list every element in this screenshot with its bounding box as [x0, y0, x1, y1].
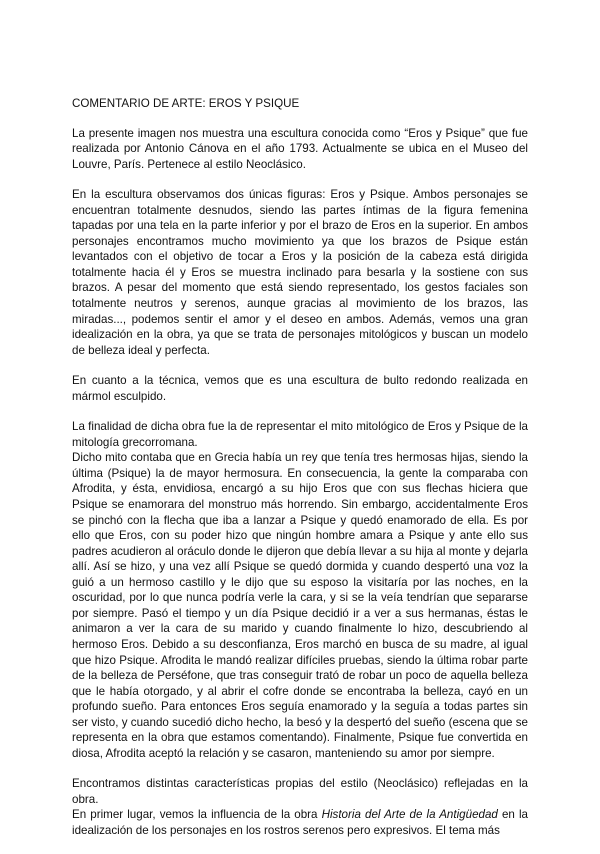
paragraph-purpose: La finalidad de dicha obra fue la de representar el mito mitológico de Eros y Psique de la mitología grecorromana. [72, 420, 528, 449]
paragraph-style-influence [72, 807, 528, 838]
paragraph-style-intro: Encontramos distintas características propias del estilo (Neoclásico) reflejadas en la obra. [72, 777, 528, 806]
paragraph-introduction: La presente imagen nos muestra una escultura conocida como “Eros y Psique” que fue realizada por Antonio Cánova en el año 1793. Actualmente se ubica en el Museo del Louvre, París. Pertenece al estilo Neoclásico. [72, 126, 528, 171]
influence-text-start: En primer lugar, vemos la influencia de la obra [72, 808, 322, 822]
document-body [72, 96, 528, 854]
paragraph-technique: En cuanto a la técnica, vemos que es una escultura de bulto redondo realizada en mármol esculpido. [72, 374, 528, 403]
paragraph-description: En la escultura observamos dos únicas figuras: Eros y Psique. Ambos personajes se encuentran totalmente desnudos, siendo las partes íntimas de la figura femenina tapadas por una tela en la parte inferior y por el brazo de Eros en la superior. En ambos personajes encontramos mucho movimiento ya que los brazos de Psique están levantados con el objetivo de tocar a Eros y la posición de la cabeza está dirigida totalmente hacia él y Eros se muestra inclinado para besarla y la sostiene con sus brazos. A pesar del momento que está siendo representado, los gestos faciales son totalmente neutros y serenos, aunque gracias al movimiento de los brazos, las miradas..., podemos sentir el amor y el deseo en ambos. Además, vemos una gran idealización en la obra, ya que se trata de personajes mitológicos y buscan un modelo de belleza ideal y perfecta. [72, 188, 528, 357]
document-title: COMENTARIO DE ARTE: EROS Y PSIQUE [72, 97, 300, 110]
influence-text-end: en la idealización de los personajes en los rostros serenos pero expresivos. El tema más [72, 808, 528, 837]
book-title: Historia del Arte de la Antigüedad [321, 808, 498, 822]
paragraph-myth: Dicho mito contaba que en Grecia había un rey que tenía tres hermosas hijas, siendo la última (Psique) la de mayor hermosura. En consecuencia, la gente la comparaba con Afrodita, y ésta, envidiosa, encargó a su hijo Eros que con sus flechas hiciera que Psique se enamorara del monstruo más horrendo. Sin embargo, accidentalmente Eros se pinchó con la flecha que iba a lanzar a Psique y quedó enamorado de ella. Es por ello que Eros, con su poder hizo que ningún hombre amara a Psique y ante ello sus padres acudieron al oráculo donde le dijeron que debía llevar a su hija al monte y dejarla allí. Así se hizo, y una vez allí Psique se quedó dormida y cuando despertó una voz la guió a un hermoso castillo y le dijo que su esposo la visitaría por las noches, en la oscuridad, por lo que nunca podría verle la cara, y si se la veía tendrían que separarse por siempre. Pasó el tiempo y un día Psique decidió ir a ver a sus hermanas, éstas le animaron a ver la cara de su marido y cuando finalmente lo hizo, descubriendo al hermoso Eros. Debido a su desconfianza, Eros marchó en busca de su madre, al igual que hizo Psique. Afrodita le mandó realizar difíciles pruebas, siendo la última robar parte de la belleza de Perséfone, que tras conseguir trató de robar un poco de aquella belleza que le había otorgado, y al abrir el cofre donde se encontraba la belleza, cayó en un profundo sueño. Para entonces Eros seguía enamorado y la seguía a todas partes sin ser visto, y cuando sucedió dicho hecho, la besó y la despertó del sueño (escena que se representa en la obra que estamos comentando). Finalmente, Psique fue convertida en diosa, Afrodita aceptó la relación y se casaron, manteniendo su amor por siempre. [72, 451, 528, 760]
